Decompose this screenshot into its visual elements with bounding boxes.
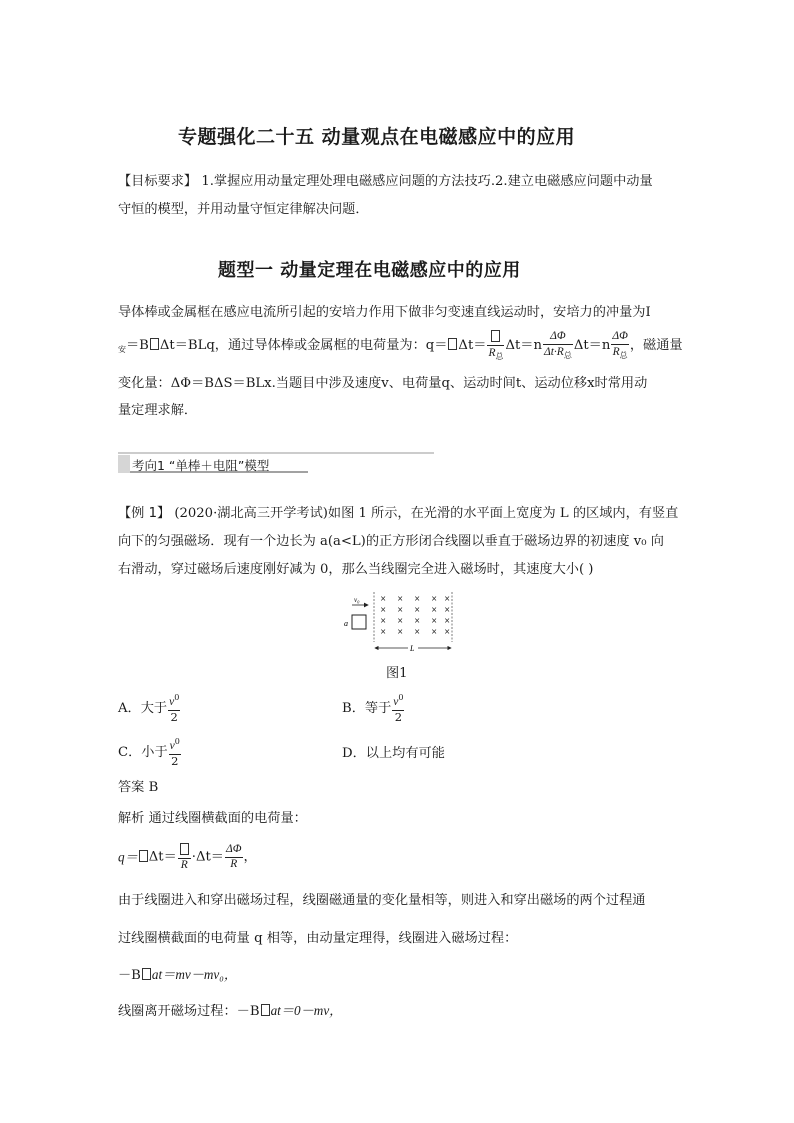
fraction-v0-2 [392, 694, 404, 723]
txt: Δt＝ [148, 849, 177, 865]
field-cross: × [414, 594, 421, 603]
analysis-line-2: 由于线圈进入和穿出磁场过程，线圈磁通量的变化量相等，则进入和穿出磁场的两个过程通 [118, 893, 646, 908]
field-cross: × [414, 616, 421, 625]
txt: at＝mv－mv₀， [151, 967, 238, 982]
placeholder-box [180, 843, 189, 855]
txt: Δt＝n [505, 337, 542, 353]
field-cross: × [397, 627, 404, 636]
txt: at＝0－mv， [270, 1003, 343, 1018]
txt: ·Δt＝ [191, 849, 224, 865]
txt: Δt＝BLq，通过导体棒或金属框的电荷量为：q＝ [159, 337, 448, 353]
txt: ΔΦ [543, 331, 573, 345]
fraction-v0-2 [168, 694, 180, 723]
field-crosses [380, 594, 450, 636]
txt: 总 [495, 351, 504, 361]
example-line-3: 右滑动，穿过磁场后速度刚好减为 0，那么当线圈完全进入磁场时，其速度大小( ) [118, 562, 594, 577]
sub-heading-bar [118, 450, 434, 474]
fraction [611, 331, 629, 360]
placeholder-box [448, 338, 457, 350]
placeholder-box [491, 330, 500, 342]
txt: R [488, 346, 496, 359]
field-cross: × [414, 605, 421, 614]
txt: ΔΦ [225, 844, 243, 858]
txt: R [180, 858, 188, 871]
txt: ＝B [126, 337, 149, 353]
field-cross: × [397, 616, 404, 625]
v0-label: v₀ [354, 596, 360, 604]
txt: 总 [563, 350, 572, 360]
placeholder-box [142, 968, 151, 980]
example-line-1 [118, 507, 678, 520]
txt: Δt＝n [573, 337, 611, 353]
field-cross: × [397, 605, 404, 614]
fraction-v0-2 [169, 738, 181, 767]
figure-1 [340, 592, 460, 654]
txt: 0 [398, 693, 404, 702]
option-B-label: B．等于 [342, 700, 392, 716]
field-cross: × [431, 616, 438, 625]
a-label: a [344, 619, 348, 628]
analysis-eq-2 [118, 968, 237, 982]
field-cross: × [444, 594, 451, 603]
fraction [178, 843, 191, 871]
txt: 2 [171, 753, 179, 768]
option-D: D．以上均有可能 [342, 746, 445, 761]
txt: 线圈离开磁场过程：－B [118, 1004, 260, 1019]
option-A-label: A．大于 [118, 700, 168, 716]
intro-line-3: 变化量：ΔΦ＝BΔS＝BLx.当题目中涉及速度v、电荷量q、运动时间t、运动位移x时常用动 [118, 376, 648, 391]
example-text-1: (2020·湖北高三开学考试)如图 1 所示，在光滑的水平面上宽度为 L 的区域内，有竖直 [174, 506, 679, 521]
example-tag: 【例 1】 [118, 506, 171, 521]
section-title: 题型一 动量定理在电磁感应中的应用 [218, 260, 521, 281]
field-cross: × [444, 605, 451, 614]
goal-line-1 [118, 175, 653, 188]
txt: Δt·R [543, 345, 564, 358]
txt: v [169, 740, 175, 752]
txt: 总 [619, 350, 628, 360]
placeholder-box [150, 338, 159, 350]
sub-an: 安 [118, 344, 126, 354]
analysis-line-5 [118, 1004, 342, 1018]
txt: ΔΦ [611, 331, 629, 345]
field-cross: × [444, 616, 451, 625]
analysis-eq-1 [118, 843, 257, 871]
txt: 0 [174, 693, 180, 702]
txt: ， [243, 849, 257, 865]
txt: 2 [394, 709, 403, 724]
option-C-label: C．小于 [118, 744, 168, 760]
intro-line-2 [118, 330, 683, 361]
coil-square [352, 615, 366, 629]
option-A [118, 694, 181, 723]
field-cross: × [444, 627, 451, 636]
field-cross: × [414, 627, 421, 636]
placeholder-box [139, 850, 148, 862]
goal-tag: 【目标要求】 [118, 174, 198, 189]
txt: －B [118, 968, 141, 983]
figure-caption: 图1 [386, 666, 408, 681]
fraction [225, 844, 243, 870]
txt: R [612, 345, 620, 358]
example-line-2: 向下的匀强磁场．现有一个边长为 a(a<L)的正方形闭合线圈以垂直于磁场边界的初速度 v₀ 向 [118, 534, 664, 549]
field-cross: × [380, 616, 387, 625]
L-label: L [410, 644, 415, 653]
txt: ，磁通量 [629, 337, 683, 353]
field-cross: × [380, 605, 387, 614]
placeholder-box [261, 1004, 270, 1016]
txt: Δt＝ [458, 337, 487, 353]
txt: v [393, 696, 399, 708]
field-cross: × [431, 605, 438, 614]
page-title: 专题强化二十五 动量观点在电磁感应中的应用 [178, 126, 576, 148]
goal-line-2: 守恒的模型，并用动量守恒定律解决问题． [118, 202, 369, 217]
goal-text-1: 1.掌握应用动量定理处理电磁感应问题的方法技巧.2.建立电磁感应问题中动量 [201, 174, 653, 189]
analysis-line-3: 过线圈横截面的电荷量 q 相等，由动量定理得，线圈进入磁场过程： [118, 931, 518, 946]
txt: q＝ [118, 849, 138, 865]
field-cross: × [431, 594, 438, 603]
txt: 0 [174, 737, 180, 746]
field-cross: × [397, 594, 404, 603]
field-cross: × [380, 627, 387, 636]
field-cross: × [380, 594, 387, 603]
answer: 答案 B [118, 780, 159, 795]
option-B [342, 694, 405, 723]
sub-heading: 考向1 “单棒＋电阻”模型 [132, 458, 270, 473]
intro-line-1: 导体棒或金属框在感应电流所引起的安培力作用下做非匀变速直线运动时，安培力的冲量为I [118, 305, 651, 320]
fraction [487, 330, 504, 361]
analysis-label: 解析 通过线圈横截面的电荷量： [118, 811, 307, 826]
txt: v [169, 696, 175, 708]
txt: 2 [170, 709, 178, 724]
option-C [118, 738, 182, 767]
fraction [543, 331, 573, 360]
intro-line-4: 量定理求解． [118, 403, 198, 418]
field-cross: × [431, 627, 438, 636]
txt: R [230, 857, 238, 870]
